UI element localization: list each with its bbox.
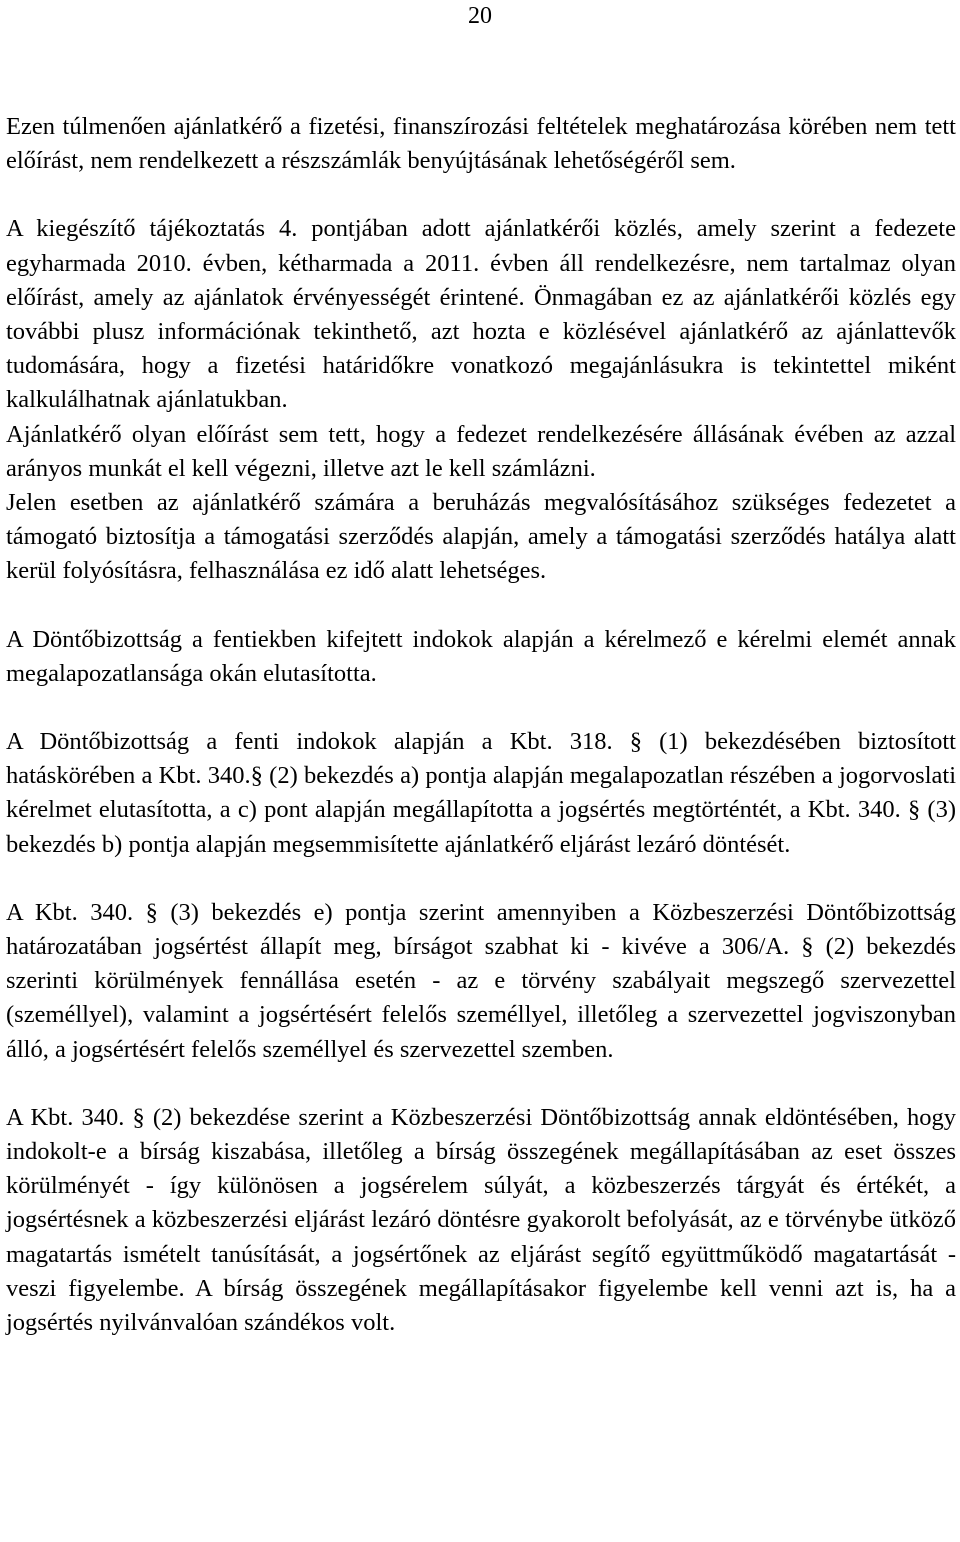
paragraph-payment-terms: Ezen túlmenően ajánlatkérő a fizetési, finanszírozási feltételek meghatározása körében nem tett előírást, nem rendelkezett a részszámlák benyújtásának lehetőségéről sem. [6, 113, 956, 175]
paragraph-fine-rules: A Kbt. 340. § (3) bekezdés e) pontja szerint amennyiben a Közbeszerzési Döntőbizottság határozatában jogsértést állapít meg, bírságot szabhat ki - kivéve a 306/A. § (2) bekezdés szerinti körülmények fennállása esetén - az e törvény szabályait megszegő szervezettel (személlyel), valamint a jogsértésért felelős személlyel, illetőleg a szervezettel jogviszonyban álló, a jogsértésért felelős személlyel és szervezettel szemben. [6, 898, 956, 1063]
paragraph-funding: Jelen esetben az ajánlatkérő számára a beruházás megvalósításához szükséges fedezetet a támogató biztosítja a támogatási szerződés alapján, amely a támogatási szerződés hatálya alatt kerül folyósításra, felhasználása ez idő alatt lehetséges. [6, 489, 956, 585]
paragraph-no-requirement: Ajánlatkérő olyan előírást sem tett, hogy a fedezet rendelkezésére állásának évében az azzal arányos munkát el kell végezni, illetve azt le kell számlázni. [6, 420, 956, 482]
paragraph-supplementary-info: A kiegészítő tájékoztatás 4. pontjában adott ajánlatkérői közlés, amely szerint a fedezete egyharmada 2010. évben, kétharmada a 2011. évben áll rendelkezésre, nem tartalmaz olyan előírást, amely az ajánlatok érvényességét érintené. Önmagában ez az ajánlatkérői közlés egy további plusz információnak tekinthető, azt hozta e közlésével ajánlatkérő az ajánlattevők tudomására, hogy a fizetési határidőkre vonatkozó megajánlásukra is tekintettel miként kalkulálhatnak ajánlatukban. [6, 215, 956, 414]
document-body [6, 110, 956, 1340]
paragraph-fine-considerations: A Kbt. 340. § (2) bekezdése szerint a Közbeszerzési Döntőbizottság annak eldöntésében, hogy indokolt-e a bírság kiszabása, illetőleg a bírság összegének megállapításában az eset összes körülményét - így különösen a jogsérelem súlyát, a közbeszerzés tárgyát és értékét, a jogsértésnek a közbeszerzési eljárást lezáró döntésre gyakorolt befolyását, az e törvénybe ütköző magatartás ismételt tanúsítását, a jogsértőnek az eljárást segítő együttműködő magatartását - veszi figyelembe. A bírság összegének megállapításakor figyelembe kell venni azt is, ha a jogsértés nyilvánvalóan szándékos volt. [6, 1103, 956, 1337]
paragraph-decision: A Döntőbizottság a fenti indokok alapján a Kbt. 318. § (1) bekezdésében biztosított hatáskörében a Kbt. 340.§ (2) bekezdés a) pontja alapján megalapozatlan részében a jogorvoslati kérelmet elutasította, a c) pont alapján megállapította a jogsértés megtörténtét, a Kbt. 340. § (3) bekezdés b) pontja alapján megsemmisítette ajánlatkérő eljárást lezáró döntését. [6, 728, 956, 858]
page-number: 20 [468, 3, 492, 29]
paragraph-rejection: A Döntőbizottság a fentiekben kifejtett indokok alapján a kérelmező e kérelmi elemét annak megalapozatlansága okán elutasította. [6, 625, 956, 687]
